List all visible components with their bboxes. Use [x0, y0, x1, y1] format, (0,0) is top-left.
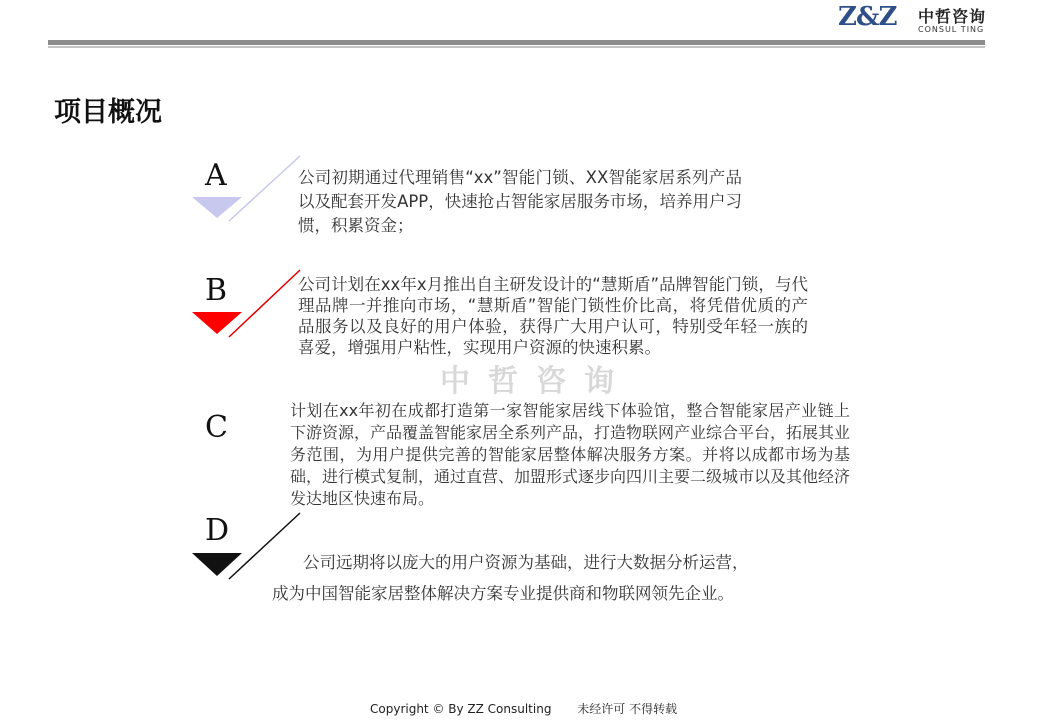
footer-copyright: Copyright © By ZZ Consulting: [370, 702, 552, 716]
item-a-letter: A: [205, 158, 227, 193]
footer-notice: 未经许可 不得转载: [577, 702, 678, 716]
item-a-text: 公司初期通过代理销售“xx”智能门锁、XX智能家居系列产品以及配套开发APP，快速抢占智能家居服务市场，培养用户习惯，积累资金；: [298, 168, 742, 235]
item-d-letter: D: [205, 513, 230, 548]
item-c-letter: C: [205, 410, 228, 445]
item-c-text: 计划在xx年初在成都打造第一家智能家居线下体验馆，整合智能家居产业链上下游资源，产品覆盖智能家居全系列产品，打造物联网产业综合平台，拓展其业务范围，为用户提供完善的智能家居整体解决服务方案。并将以成都市场为基础，进行模式复制，通过直营、加盟形式逐步向四川主要二级城市以及其他经济发达地区快速布局。: [290, 401, 851, 508]
slash-b: [229, 270, 300, 337]
triangle-d-icon: [192, 553, 242, 576]
page-title: 项目概况: [54, 97, 162, 128]
slash-a: [229, 156, 300, 221]
logo-mark: Z&Z: [838, 2, 897, 32]
item-b-letter: B: [205, 273, 228, 308]
triangle-a-icon: [192, 197, 242, 218]
watermark: 中哲咨询: [440, 364, 632, 399]
triangle-b-icon: [192, 312, 242, 334]
logo-english-name: CONSUL TING: [918, 25, 985, 34]
item-d-text-line2: 成为中国智能家居整体解决方案专业提供商和物联网领先企业。: [272, 584, 734, 603]
slash-d: [229, 513, 300, 579]
footer: [370, 700, 699, 717]
item-b-text: 公司计划在xx年x月推出自主研发设计的“慧斯盾”品牌智能门锁，与代理品牌一并推向市场，“慧斯盾”智能门锁性价比高，将凭借优质的产品服务以及良好的用户体验，获得广大用户认可，特别受年轻一族的喜爱，增强用户粘性，实现用户资源的快速积累。: [298, 275, 808, 357]
item-d-text-line1: 公司远期将以庞大的用户资源为基础，进行大数据分析运营，: [303, 553, 749, 572]
logo-chinese-name: 中哲咨询: [918, 7, 987, 26]
